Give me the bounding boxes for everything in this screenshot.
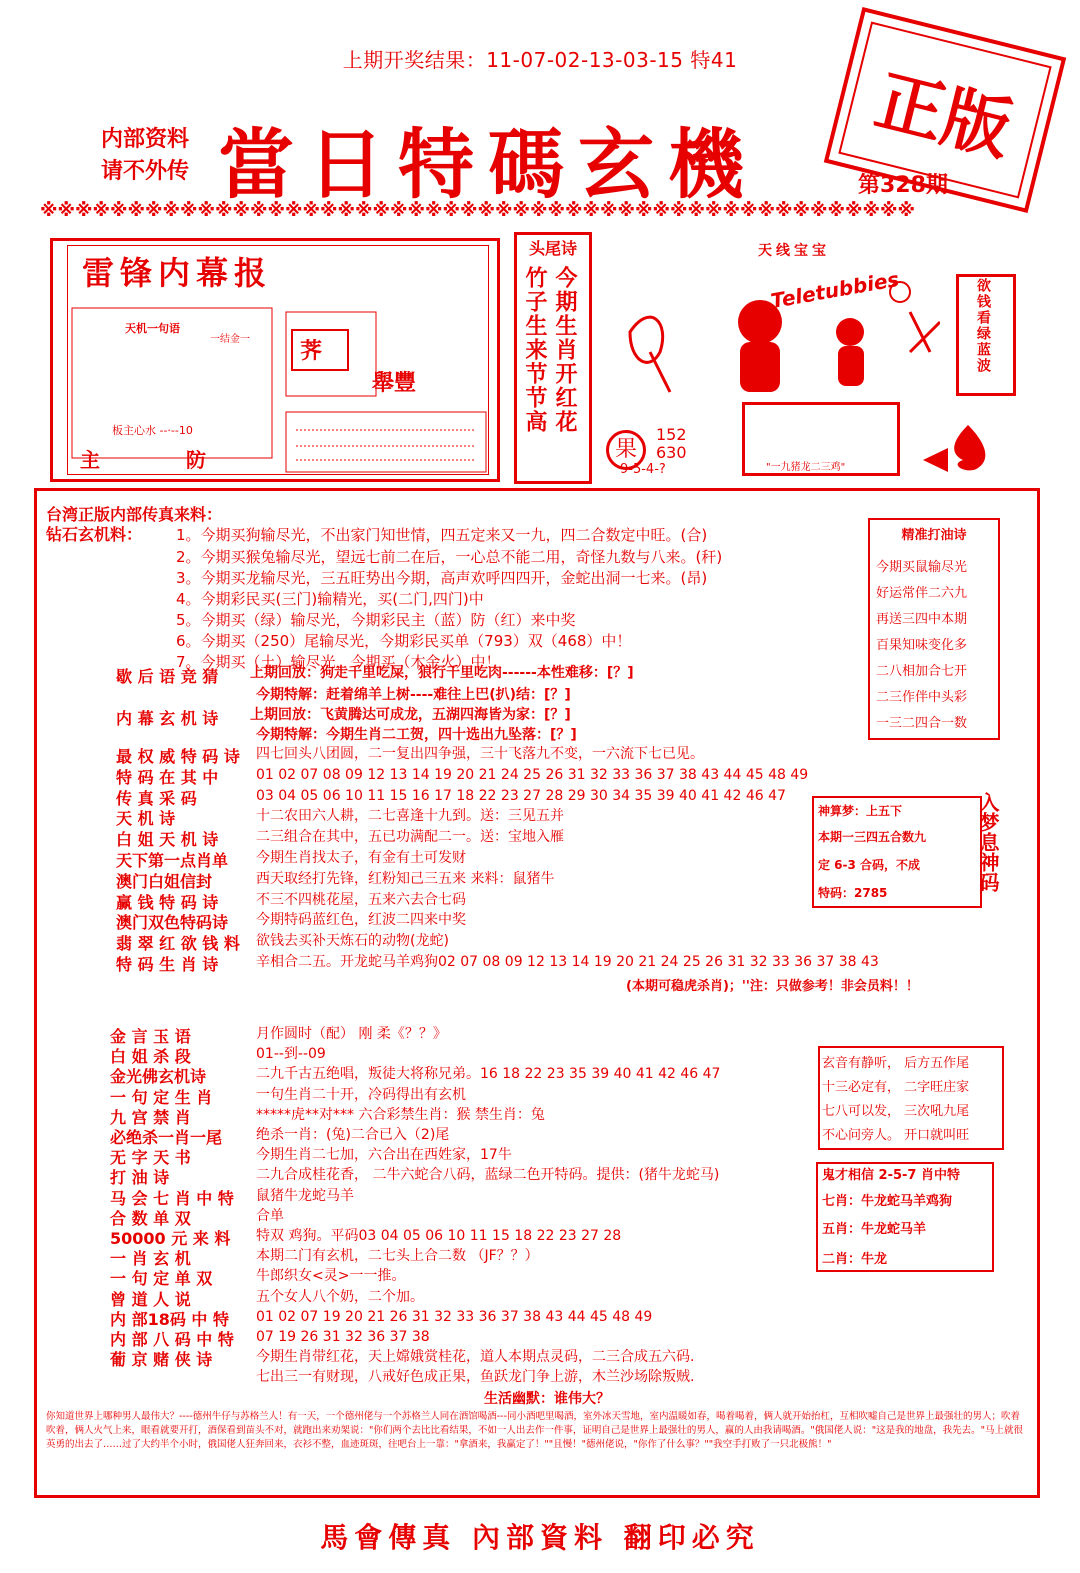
internal-note <box>70 124 220 188</box>
notice-text: (本期可稳虎杀肖)；''注：只做参考！非会员料！！ <box>626 979 919 994</box>
list-item: 6。今期买（250）尾输尽光，今期彩民买单（793）双（468）中！ <box>176 632 632 650</box>
row-label: 金光佛玄机诗 <box>110 1067 207 1087</box>
gate-caption: "一九猪龙二三鸡" <box>766 462 846 473</box>
fang-label: 防 <box>186 448 206 472</box>
joke-text: 你知道世界上哪种男人最伟大？----德州牛仔与苏格兰人！有一天，一个德州佬与一个苏格兰人同在酒馆喝酒---同小酒吧里喝酒，室外冰天雪地，室内温暖如春，喝着喝着，俩人就开始抬杠，互相吹嘘自己是世界上最强壮的男人；吹着吹着，俩人火气上来，眼看就要开打，酒保看到苗头不对，就跑出来劝架说："你们两个去比比看结果，不如一人出去作一件事，证明自己是世界上最强壮的男人，赢的人由我请喝酒。"俄国佬人说："这是我的地盘，我先去。"马上就很英勇的出去了……过了大约半个小时，俄国佬人狂奔回来，衣衫不整，血迹斑斑，往吧台上一靠："拿酒来，我赢定了！""且慢！"德州佬说，"你作了什么事？""我空手打败了一只北极熊！" <box>46 1411 1023 1450</box>
tianji-sub: 一结金一 <box>210 334 250 345</box>
row-label: 打 油 诗 <box>110 1168 170 1188</box>
row-text: 二九千古五绝唱，叛徒大将称兄弟。16 18 22 23 35 39 40 41 42 46 47 <box>256 1066 721 1083</box>
side-poem-line: 再送三四中本期 <box>876 612 968 627</box>
gui-cai-line: 二肖：牛龙 <box>822 1252 888 1267</box>
guo-number-3: 9-5-4-? <box>620 462 666 477</box>
leifeng-title: 雷锋内幕报 <box>82 254 273 292</box>
row-label: 一 句 定 生 肖 <box>110 1087 213 1107</box>
row-text: 01 02 07 19 20 21 26 31 32 33 36 37 38 43 44 45 48 49 <box>256 1308 653 1325</box>
right-vertical-text: 欲钱看绿蓝波 <box>975 278 991 374</box>
row-text: 七出三一有财现，八戒好色成正果，鱼跃龙门争上游，木兰沙场除叛贼. <box>256 1369 695 1386</box>
row-label: 一 肖 玄 机 <box>110 1249 191 1269</box>
joke-title: 生活幽默：谁伟大？ <box>484 1391 610 1407</box>
row-text: 本期二门有玄机，二七头上合二数 （JF？？） <box>256 1248 539 1265</box>
row-text: 欲钱去买补天炼石的动物(龙蛇) <box>256 933 449 950</box>
side-poem-box <box>868 518 1000 740</box>
right-poem-line: 十三必定有， 二字旺庄家 <box>822 1080 970 1095</box>
footer-text: 馬會傳真 內部資料 翻印必究 <box>320 1521 760 1554</box>
page-title: 當日特碼玄機 <box>218 120 758 209</box>
neimu-line-1: 上期回放：飞黄腾达可成龙，五湖四海皆为家：[？] <box>250 707 571 723</box>
teletubbies-logo: Teletubbies <box>768 266 901 314</box>
row-label: 必绝杀一肖一尾 <box>110 1128 223 1147</box>
row-label: 九 宫 禁 肖 <box>110 1107 191 1127</box>
side-poem-line: 一三二四合一数 <box>876 716 968 731</box>
list-item: 4。今期彩民买(三门)输精光，买(二门,四门)中 <box>176 590 484 608</box>
internal-note-line2: 请不外传 <box>100 159 189 184</box>
row-label: 曾 道 人 说 <box>110 1289 191 1309</box>
dream-line: 神算梦：上五下 <box>818 804 903 818</box>
gui-cai-title: 鬼才相信 2-5-7 肖中特 <box>822 1168 960 1183</box>
right-poem-line: 七八可以发， 三次吼九尾 <box>822 1104 970 1119</box>
row-label: 传 真 采 码 <box>116 788 197 808</box>
row-text: 一句生肖二十开，冷码得出有玄机 <box>256 1086 466 1103</box>
row-label: 合 数 单 双 <box>110 1208 191 1228</box>
dream-vertical-text: 入梦息神码 <box>976 792 1000 892</box>
row-label: 特 码 在 其 中 <box>116 767 219 787</box>
row-label: 白 姐 天 机 诗 <box>116 830 219 850</box>
side-poem-title: 精准打油诗 <box>901 528 967 543</box>
row-text: 月作圆时（配） 刚 柔《？？》 <box>256 1026 447 1042</box>
list-item: 3。今期买龙输尽光，三五旺势出今期，高声欢呼四四开，金蛇出洞一七来。(昂) <box>176 569 708 587</box>
side-poem-line: 好运常伴二六九 <box>876 586 968 601</box>
row-text: 特双 鸡狗。平码03 04 05 06 10 11 15 18 22 23 27 28 <box>256 1228 622 1244</box>
list-item: 1。今期买狗输尽光，不出家门知世情，四五定来又一九，四二合数定中旺。(合) <box>176 526 708 544</box>
neimu-line-2: 今期特解：今期生肖二工贺，四十选出九坠落：[？] <box>256 727 577 743</box>
xiehou-line-1: 上期回放：狗走千里吃屎，狼行千里吃肉------本性难移：[？] <box>250 665 634 681</box>
head-tail-poem-title: 头尾诗 <box>528 239 577 258</box>
row-text: 鼠猪牛龙蛇马羊 <box>256 1187 354 1204</box>
row-text: 01 02 07 08 09 12 13 14 19 20 21 24 25 26 31 32 33 36 37 38 43 44 45 48 49 <box>256 766 809 783</box>
row-label: 金 言 玉 语 <box>110 1027 191 1046</box>
row-text: 今期特码蓝红色，红波二四来中奖 <box>256 912 466 929</box>
poem-column-2: 竹子生来节节高 <box>522 266 547 434</box>
row-text: 二九合成桂花香， 二牛六蛇合八码，蓝绿二色开特码。提供：(猪牛龙蛇马) <box>256 1167 720 1184</box>
side-poem-line: 二八相加合七开 <box>876 664 968 679</box>
row-text: 绝杀一肖：(兔)二合已入（2)尾 <box>256 1127 450 1143</box>
list-item: 2。今期买猴兔输尽光，望远七前二在后，一心总不能二用，奇怪九数与八来。(秆) <box>176 548 723 566</box>
side-poem-line: 今期买鼠输尽光 <box>876 560 968 575</box>
row-label: 天下第一点肖单 <box>116 851 229 870</box>
last-result-text: 上期开奖结果：11-07-02-13-03-15 特41 <box>342 48 738 72</box>
row-label: 葡 京 赌 侠 诗 <box>110 1350 213 1370</box>
row-text: 03 04 05 06 10 11 15 16 17 18 22 23 27 28 29 30 34 35 39 40 41 42 46 47 <box>256 787 786 804</box>
list-item: 5。今期买（绿）输尽光，今期彩民主（蓝）防（红）来中奖 <box>176 611 576 629</box>
row-text: 今期生肖找太子，有金有土可发财 <box>256 850 466 866</box>
main-heading-1: 台湾正版内部传真来料： <box>46 505 223 524</box>
row-label: 50000 元 来 料 <box>110 1229 231 1248</box>
row-label: 马 会 七 肖 中 特 <box>110 1188 234 1208</box>
right-poem-line: 玄音有静听， 后方五作尾 <box>822 1056 970 1071</box>
right-poem-line: 不心问旁人。 开口就叫旺 <box>822 1128 970 1143</box>
row-label: 澳门白姐信封 <box>116 871 213 891</box>
guo-badge: 果 <box>606 430 646 470</box>
row-text: 四七回头八团圆，二一复出四争强，三十飞落九不变，一六流下七已见。 <box>256 746 704 762</box>
dream-line: 定 6-3 合码，不成 <box>818 858 921 872</box>
row-text: 十二农田六人耕，二七喜逢十九到。送：三见五并 <box>256 808 564 825</box>
row-label: 内 部 八 码 中 特 <box>110 1330 234 1349</box>
xiehou-line-2: 今期特解：赶着绵羊上树----难往上巴(扒)结：[？] <box>256 687 571 703</box>
gui-cai-line: 七肖：牛龙蛇马羊鸡狗 <box>822 1194 953 1209</box>
issue-number: 第328期 <box>858 173 948 198</box>
row-label: 翡 翠 红 欲 钱 料 <box>116 934 240 954</box>
internal-note-line1: 内部资料 <box>100 127 189 152</box>
dream-line: 特码：2785 <box>818 886 888 900</box>
row-text: 不三不四桃花屋，五来六去合七码 <box>256 891 466 908</box>
xiehou-label: 歇 后 语 竞 猜 <box>116 667 219 686</box>
row-label: 澳门双色特码诗 <box>116 913 229 933</box>
star-divider: ※※※※※※※※※※※※※※※※※※※※※※※※※※※※※※※※※※※※※※※※※※※※※※※※※※ <box>40 200 915 221</box>
row-text: 五个女人八个奶，二个加。 <box>256 1288 424 1305</box>
row-label: 天 机 诗 <box>116 809 176 829</box>
stamp-text: 正版 <box>867 60 1020 171</box>
row-text: 西天取经打先锋，红粉知己三五来 来料：鼠猪牛 <box>256 870 555 887</box>
gui-cai-line: 五肖：牛龙蛇马羊 <box>822 1222 927 1237</box>
row-text: 01--到--09 <box>256 1046 326 1063</box>
row-label: 最 权 威 特 码 诗 <box>116 747 240 766</box>
svg-text:荠: 荠 <box>300 339 323 364</box>
guo-number-1: 152 <box>656 425 687 444</box>
row-label: 无 字 天 书 <box>110 1148 191 1168</box>
row-label: 内 部18码 中 特 <box>110 1309 229 1329</box>
guo-number-2: 630 <box>656 443 687 462</box>
row-label: 赢 钱 特 码 诗 <box>116 892 219 912</box>
main-heading-2: 钻石玄机料： <box>46 525 143 544</box>
flame-icon <box>918 420 1008 480</box>
row-label: 特 码 生 肖 诗 <box>116 955 219 974</box>
list-item: 7。今期买（土）输尽光，今期买（木金火）中！ <box>176 653 501 671</box>
dream-line: 本期一三四五合数九 <box>818 830 927 844</box>
row-text: 今期生肖带红花，天上嫦娥赏桂花，道人本期点灵码，二三合成五六码. <box>256 1349 695 1366</box>
side-poem-line: 二三作伴中头彩 <box>876 690 968 705</box>
row-text: 合单 <box>256 1207 284 1224</box>
xinshui-label: 板主心水 --·--10 <box>112 424 193 437</box>
row-text: 今期生肖二七加，六合出在西姓家，17牛 <box>256 1147 512 1164</box>
row-text: 07 19 26 31 32 36 37 38 <box>256 1329 430 1345</box>
row-label: 一 句 定 单 双 <box>110 1269 213 1289</box>
neimu-label: 内 幕 玄 机 诗 <box>116 709 219 728</box>
tiansuo-label: 天线宝宝 <box>758 243 830 259</box>
row-text: *****虎**对*** 六合彩禁生肖：猴 禁生肖：兔 <box>256 1106 545 1123</box>
tianji-label: 天机一句语 <box>125 322 180 335</box>
row-text: 牛郎织女<灵>一一推。 <box>256 1268 406 1285</box>
row-text: 二三组合在其中，五已功满配二一。送：宝地入雁 <box>256 829 564 846</box>
row-label: 白 姐 杀 段 <box>110 1047 191 1067</box>
svg-text:舉豐: 舉豐 <box>372 371 417 396</box>
poem-column-1: 今期生肖开红花 <box>552 266 577 434</box>
side-poem-line: 百果知味变化多 <box>876 638 968 653</box>
zhu-label: 主 <box>80 448 100 472</box>
row-text: 辛相合二五。开龙蛇马羊鸡狗02 07 08 09 12 13 14 19 20 21 24 25 26 31 32 33 36 37 38 43 <box>256 954 879 970</box>
